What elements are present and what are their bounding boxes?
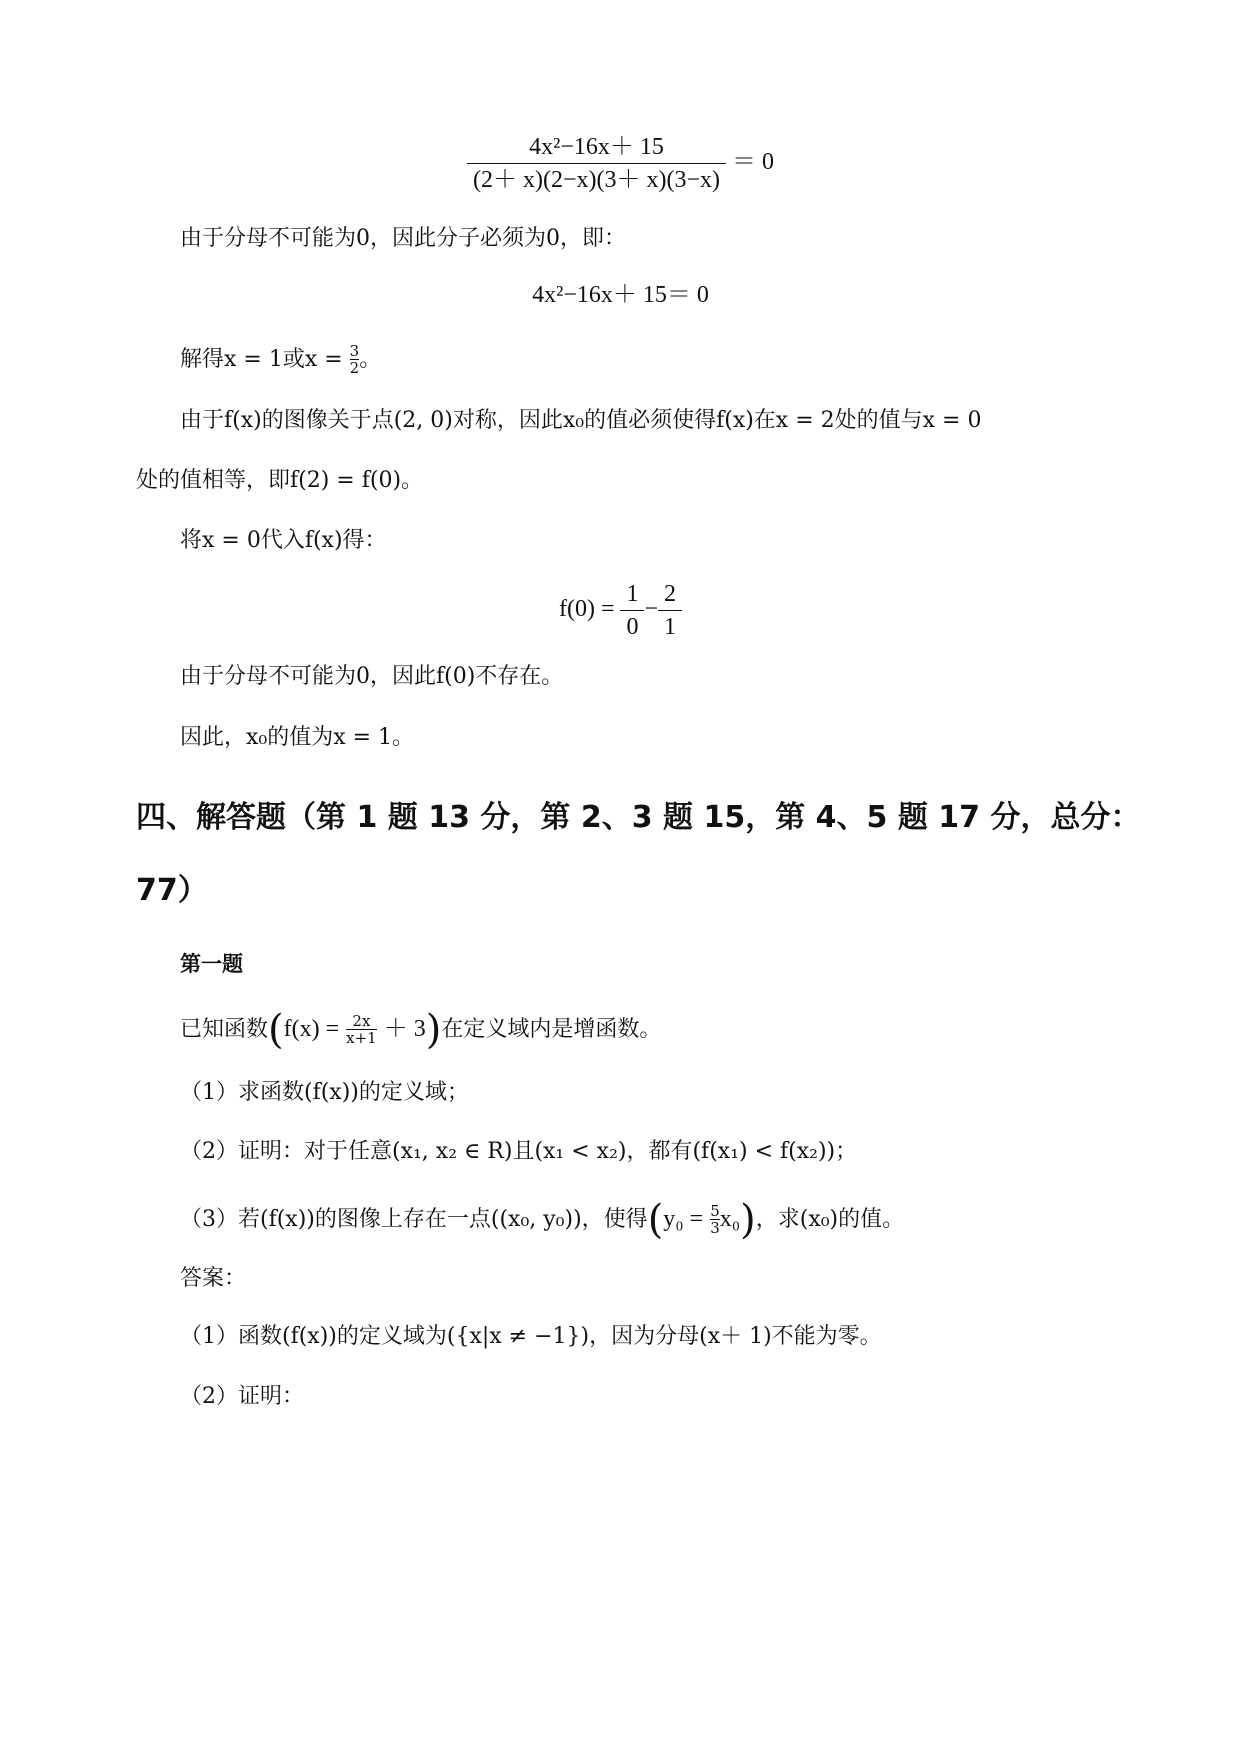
fraction-denominator: x+1 (346, 1029, 377, 1047)
fraction-denominator: 2 (349, 359, 360, 377)
section-heading-line-1: 四、解答题（第 1 题 13 分，第 2、3 题 15，第 4、5 题 17 分，总分： (136, 800, 1141, 835)
fraction-numerator: 1 (626, 581, 639, 607)
fraction-five-thirds (710, 1204, 720, 1236)
answer-1: （1）函数(f(x))的定义域为({x|x ≠ −1})，因为分母(x＋ 1)不能为零。 (180, 1324, 882, 1349)
fraction-denominator: (2＋ x)(2−x)(3＋ x)(3−x) (467, 163, 726, 192)
fraction-three-halves (350, 344, 360, 376)
answer-2: （2）证明： (180, 1384, 304, 1409)
paragraph-5: 由于分母不可能为0，因此f(0)不存在。 (180, 664, 564, 689)
fraction-numerator: 3 (349, 342, 360, 360)
minus-operator: − (644, 596, 659, 623)
fraction-denominator: 3 (710, 1219, 720, 1237)
equation-lhs: f(0) = (558, 596, 615, 623)
question-stem (180, 1007, 662, 1053)
item3-suffix: ，求(x₀)的值。 (755, 1207, 905, 1232)
paragraph-1: 由于分母不可能为0，因此分子必须为0，即： (180, 226, 626, 251)
punctuation: 。 (359, 347, 382, 372)
fraction-numerator: 4x²−16x＋ 15 (529, 134, 664, 160)
fraction-two-over-one (658, 582, 682, 639)
paragraph-3-line-1: 由于f(x)的图像关于点(2, 0)对称，因此x₀的值必须使得f(x)在x = 2处的值与x = 0 (180, 408, 982, 433)
equation-fraction-1 (0, 135, 1241, 192)
question-item-3 (180, 1197, 905, 1243)
question-item-1: （1）求函数(f(x))的定义域； (180, 1080, 469, 1105)
equation-rhs: ＝ 0 (732, 149, 774, 176)
paragraph-6: 因此，x₀的值为x = 1。 (180, 725, 415, 750)
x0-label: x₀ (719, 1206, 741, 1232)
right-paren: ) (740, 1197, 756, 1243)
right-paren: ) (425, 1007, 442, 1053)
equation-2: 4x²−16x＋ 15＝ 0 (532, 282, 709, 308)
stem-suffix: 在定义域内是增函数。 (441, 1017, 662, 1042)
item3-prefix: （3）若(f(x))的图像上存在一点((x₀, y₀))，使得 (180, 1207, 648, 1232)
paragraph-3-line-2: 处的值相等，即f(2) = f(0)。 (136, 468, 424, 493)
fraction-denominator: 0 (620, 610, 644, 639)
fraction-numerator: 2 (664, 581, 677, 607)
section-heading-line-2: 77） (136, 873, 208, 908)
paragraph-2 (180, 344, 381, 376)
left-paren: ( (647, 1197, 664, 1243)
fraction-2x-over-x-plus-1 (346, 1014, 377, 1046)
question-title: 第一题 (180, 952, 243, 976)
fraction-one-over-zero (620, 582, 644, 639)
paragraph-4: 将x = 0代入f(x)得： (180, 528, 387, 553)
y0-label: y₀ = (663, 1206, 704, 1232)
equation-3 (0, 582, 1241, 639)
left-paren: ( (268, 1007, 284, 1053)
function-label: f(x) = (283, 1016, 340, 1042)
fraction (467, 135, 726, 192)
fraction-denominator: 1 (658, 610, 682, 639)
question-item-2: （2）证明：对于任意(x₁, x₂ ∈ R)且(x₁ < x₂)，都有(f(x₁) < f(x₂))； (180, 1139, 858, 1164)
solution-text: 解得x = 1或x = (180, 347, 343, 372)
plus-constant: ＋ 3 (383, 1016, 426, 1042)
answer-label: 答案： (180, 1266, 247, 1291)
fraction-numerator: 5 (710, 1202, 720, 1220)
stem-prefix: 已知函数 (180, 1017, 269, 1042)
fraction-numerator: 2x (352, 1012, 371, 1030)
